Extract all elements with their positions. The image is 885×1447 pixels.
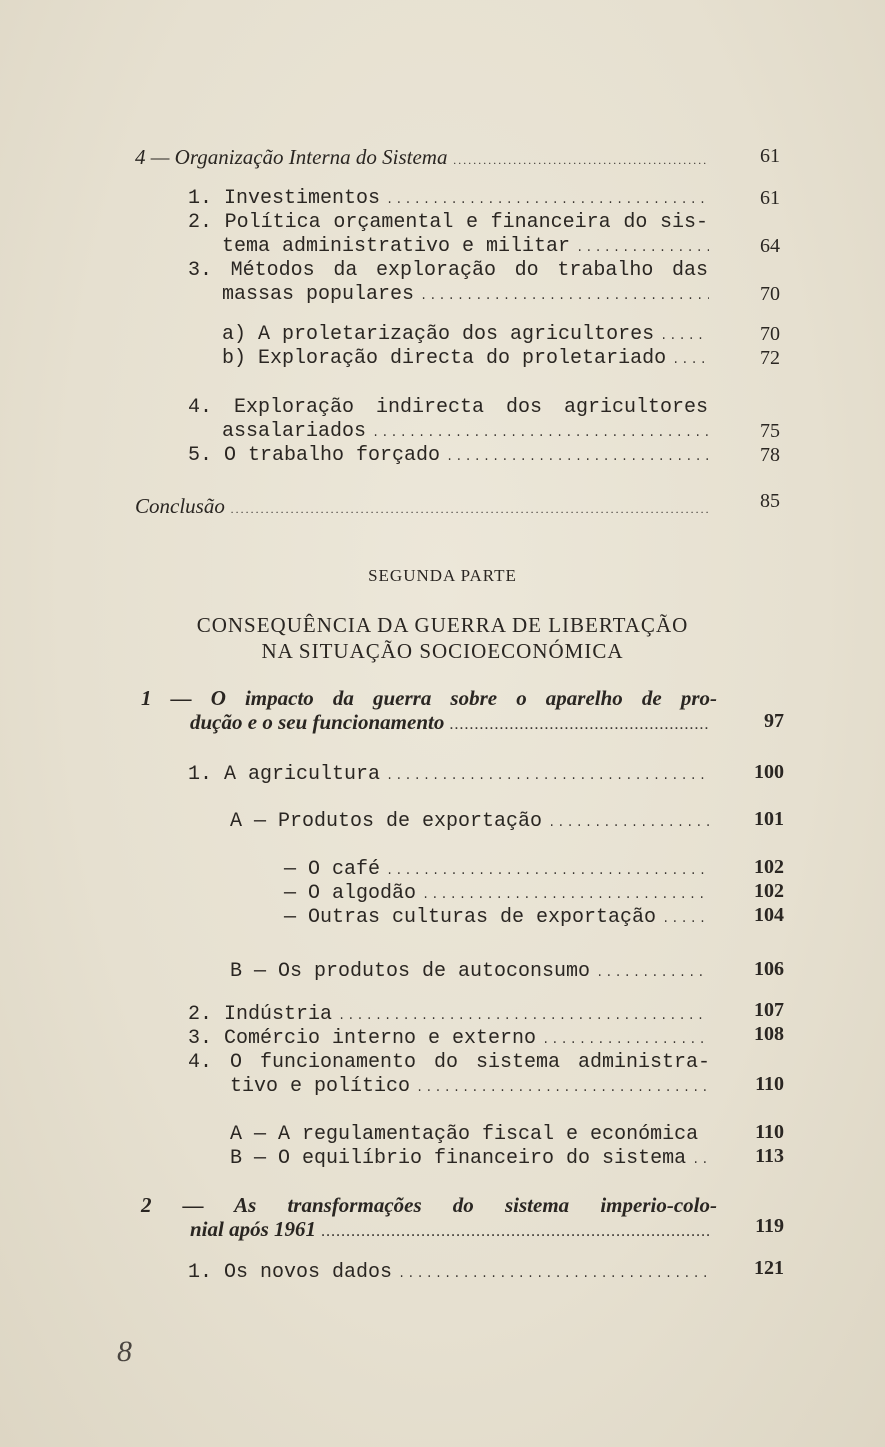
toc-entry[interactable] — [188, 1261, 715, 1286]
toc-entry-line[interactable]: 2. Política orçamental e financeira do sis- — [188, 211, 708, 234]
page-folio-number: 8 — [117, 1335, 132, 1368]
toc-page-number: 72 — [760, 347, 780, 369]
toc-page-number: 97 — [764, 710, 784, 732]
toc-entry[interactable] — [222, 283, 715, 308]
toc-page-number: 110 — [755, 1121, 784, 1143]
dot-leader — [386, 188, 709, 212]
dot-leader — [576, 236, 709, 260]
toc-page-number: 113 — [755, 1145, 784, 1167]
dot-leader — [692, 1148, 709, 1172]
toc-page-number: 110 — [755, 1073, 784, 1095]
toc-page-number: 64 — [760, 235, 780, 257]
toc-entry-label: 2. Indústria — [188, 1003, 333, 1026]
toc-page-number: 102 — [754, 880, 784, 902]
toc-entry-label: a) A proletarização dos agricultores — [222, 323, 655, 346]
toc-entry[interactable] — [222, 347, 715, 372]
toc-entry-label: dução e o seu funcionamento — [190, 710, 445, 734]
toc-entry[interactable] — [190, 710, 715, 737]
toc-entry-label: A — Produtos de exportação — [230, 810, 543, 833]
toc-entry-label: Conclusão — [135, 494, 225, 518]
dot-leader — [660, 324, 709, 348]
dot-leader — [386, 764, 709, 788]
dot-leader — [231, 497, 709, 521]
toc-entry[interactable] — [284, 858, 715, 883]
dot-leader — [662, 907, 709, 931]
toc-entry-label: 1. A agricultura — [188, 763, 381, 786]
dot-leader — [338, 1004, 709, 1028]
toc-entry[interactable] — [230, 1075, 715, 1100]
toc-entry[interactable] — [230, 960, 715, 985]
toc-entry-line[interactable]: 4. O funcionamento do sistema administra- — [188, 1051, 710, 1074]
toc-entry-label: b) Exploração directa do proletariado — [222, 347, 667, 370]
toc-entry-label: massas populares — [222, 283, 415, 306]
dot-leader — [398, 1262, 709, 1286]
toc-entry[interactable] — [188, 444, 715, 469]
toc-entry-label: — O algodão — [284, 882, 417, 905]
dot-leader — [420, 284, 709, 308]
dot-leader — [542, 1028, 709, 1052]
toc-entry-label: A — A regulamentação fiscal e económica — [230, 1123, 699, 1146]
toc-entry-label: — O café — [284, 858, 381, 881]
part-title: SEGUNDA PARTE — [368, 566, 517, 585]
toc-page-number: 121 — [754, 1257, 784, 1279]
toc-entry-label: 3. Comércio interno e externo — [188, 1027, 537, 1050]
toc-page-number: 119 — [755, 1215, 784, 1237]
toc-entry[interactable] — [188, 1027, 715, 1052]
toc-page-number: 70 — [760, 323, 780, 345]
toc-entry-line[interactable]: 4. Exploração indirecta dos agricultores — [188, 396, 708, 419]
toc-entry[interactable] — [135, 145, 715, 172]
toc-entry[interactable] — [188, 763, 715, 788]
toc-entry[interactable] — [135, 494, 715, 521]
dot-leader — [453, 148, 709, 172]
toc-page-number: 107 — [754, 999, 784, 1021]
toc-page-number: 70 — [760, 283, 780, 305]
toc-entry[interactable] — [188, 1003, 715, 1028]
toc-entry-label: 1. Investimentos — [188, 187, 381, 210]
dot-leader — [450, 713, 709, 737]
dot-leader — [672, 348, 709, 372]
dot-leader — [416, 1076, 709, 1100]
dot-leader — [446, 445, 709, 469]
toc-entry-label: 5. O trabalho forçado — [188, 444, 441, 467]
toc-page-number: 101 — [754, 808, 784, 830]
toc-page-number: 75 — [760, 420, 780, 442]
toc-page-number: 106 — [754, 958, 784, 980]
toc-page-number: 104 — [754, 904, 784, 926]
toc-page-number: 78 — [760, 444, 780, 466]
toc-page-number: 85 — [760, 490, 780, 512]
toc-entry[interactable] — [230, 810, 715, 835]
toc-entry[interactable] — [284, 906, 715, 931]
toc-entry-label: B — Os produtos de autoconsumo — [230, 960, 591, 983]
part-heading-line-2: NA SITUAÇÃO SOCIOECONÓMICA — [261, 639, 624, 663]
toc-entry-label: nial após 1961 — [190, 1217, 317, 1241]
toc-entry-line[interactable]: 2 — As transformações do sistema imperio-colo- — [141, 1193, 717, 1217]
toc-page-number: 100 — [754, 761, 784, 783]
dot-leader — [548, 811, 709, 835]
toc-entry-label: tema administrativo e militar — [222, 235, 571, 258]
toc-entry[interactable] — [230, 1147, 715, 1172]
toc-entry[interactable] — [188, 187, 715, 212]
dot-leader — [422, 883, 709, 907]
toc-page-number: 102 — [754, 856, 784, 878]
toc-entry-label: assalariados — [222, 420, 367, 443]
part-heading-line-1: CONSEQUÊNCIA DA GUERRA DE LIBERTAÇÃO — [196, 613, 689, 637]
toc-entry[interactable] — [284, 882, 715, 907]
toc-entry-label: 1. Os novos dados — [188, 1261, 393, 1284]
toc-entry[interactable] — [222, 420, 715, 445]
toc-page-number: 61 — [760, 187, 780, 209]
toc-entry-line[interactable]: 3. Métodos da exploração do trabalho das — [188, 259, 708, 282]
dot-leader — [322, 1220, 709, 1244]
toc-entry-line[interactable]: 1 — O impacto da guerra sobre o aparelho de pro- — [141, 686, 717, 710]
toc-page-number: 61 — [760, 145, 780, 167]
toc-entry[interactable] — [222, 235, 715, 260]
toc-entry-label: 4 — Organização Interna do Sistema — [135, 145, 448, 169]
dot-leader — [386, 859, 709, 883]
toc-entry[interactable] — [230, 1123, 715, 1147]
toc-entry[interactable] — [190, 1217, 715, 1244]
dot-leader — [372, 421, 709, 445]
dot-leader — [596, 961, 709, 985]
toc-entry-label: tivo e político — [230, 1075, 411, 1098]
toc-entry-label: — Outras culturas de exportação — [284, 906, 657, 929]
toc-entry[interactable] — [222, 323, 715, 348]
toc-page-number: 108 — [754, 1023, 784, 1045]
toc-entry-label: B — O equilíbrio financeiro do sistema — [230, 1147, 687, 1170]
